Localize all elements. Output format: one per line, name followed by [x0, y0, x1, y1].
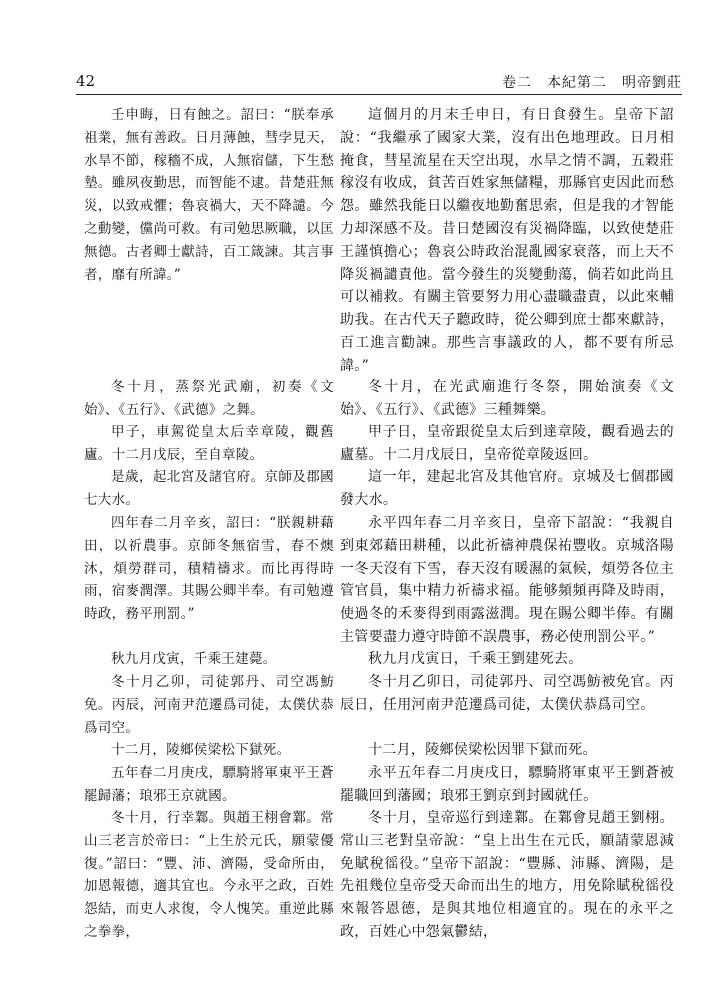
- original-paragraph-liang-song: 十二月，陵鄉侯梁松下獄死。: [111, 742, 291, 758]
- original-paragraph-ye-visit: 冬十月，行幸鄴。與趙王栩會鄴。常山三老言於帝曰：“上生於元氏，願蒙優復。”詔曰：“豐、沛、濟陽，受命所由，加恩報德，適其宜也。今永平之政，百姓怨結，而吏人求復，令人愧笑。重逆此縣之拳拳，: [84, 810, 334, 940]
- original-paragraph-officials-dismissed: 冬十月乙卯，司徒郭丹、司空馮魴免。丙辰，河南尹范遷爲司徒，太僕伏恭爲司空。: [84, 674, 334, 736]
- translation-paragraph-year4-edict: 永平四年春二月辛亥日，皇帝下詔說：“我親自到東郊藉田耕種，以此祈禱神農保祐豐收。京城洛陽一冬天沒有下雪，春天沒有暖濕的氣候，煩勞各位主管官員，集中精力祈禱求福。能够頻頻再降及時雨，使過冬的禾麥得到雨露滋潤。現在賜公卿半俸。有關主管要盡力遵守時節不誤農事，務必使刑罰公平。”: [340, 515, 674, 645]
- original-paragraph-qiansheng-king: 秋九月戊寅，千乘王建薨。: [111, 651, 277, 667]
- original-paragraph-zhangling-visit: 甲子，車駕從皇太后幸章陵，觀舊廬。十二月戊辰，至自章陵。: [84, 424, 334, 463]
- translation-paragraph-north-palace: 這一年，建起北宮及其他官府。京城及七個郡國發大水。: [340, 469, 674, 508]
- running-header: [76, 72, 682, 94]
- translation-paragraph-qiansheng-king: 秋九月戊寅日，千乘王劉建死去。: [368, 651, 583, 667]
- page-number: 42: [76, 72, 96, 90]
- translation-paragraph-winter-sacrifice: 冬十月，在光武廟進行冬祭，開始演奏《文始》、《五行》、《武德》三種舞樂。: [340, 379, 674, 418]
- original-paragraph-year5: 五年春二月庚戌，驃騎將軍東平王蒼罷歸藩；琅邪王京就國。: [84, 765, 334, 804]
- translation-paragraph-officials-dismissed: 冬十月乙卯日，司徒郭丹、司空馮魴被免官。丙辰日，任用河南尹范遷爲司徒，太僕伏恭爲司空。: [340, 674, 674, 713]
- running-title: 卷二 本紀第二 明帝劉莊: [502, 75, 682, 91]
- original-paragraph-year4-edict: 四年春二月辛亥，詔曰：“朕親耕藉田，以祈農事。京師冬無宿雪，春不燠沐，煩勞群司，積精禱求。而比再得時雨，宿麥潤澤。其賜公卿半奉。有司勉遵時政，務平刑罰。”: [84, 515, 334, 623]
- original-paragraph-north-palace: 是歲，起北宮及諸官府。京師及郡國七大水。: [84, 469, 334, 508]
- header-rule: [76, 94, 682, 95]
- translation-paragraph-year5: 永平五年春二月庚戌日，驃騎將軍東平王劉蒼被罷職回到藩國；琅邪王劉京到封國就任。: [340, 765, 674, 804]
- original-paragraph-eclipse-edict: 壬申晦，日有蝕之。詔曰：“朕奉承祖業，無有善政。日月薄蝕，彗孛見天，水旱不節，稼穡不成，人無宿儲，下生愁墊。雖夙夜勤思，而智能不逮。昔楚莊無災，以致戒懼；魯哀禍大，天不降譴。今之動變，儻尚可救。有司勉思厥職，以匡無德。古者卿士獻詩，百工箴諫。其言事者，靡有所諱。”: [84, 107, 334, 283]
- translation-paragraph-zhangling-visit: 甲子日，皇帝跟從皇太后到達章陵，觀看過去的廬墓。十二月戊辰日，皇帝從章陵返回。: [340, 424, 674, 463]
- translation-paragraph-ye-visit: 冬十月，皇帝巡行到達鄴。在鄴會見趙王劉栩。常山三老對皇帝說：“皇上出生在元氏，願請蒙恩減免賦稅徭役。”皇帝下詔說：“豐縣、沛縣、濟陽，是先祖幾位皇帝受天命而出生的地方，用免除賦稅徭役來報答恩德，是與其地位相適宜的。現在的永平之政，百姓心中怨氣鬱結，: [340, 810, 674, 940]
- translation-paragraph-liang-song: 十二月，陵鄉侯梁松因罪下獄而死。: [368, 742, 597, 758]
- original-paragraph-winter-sacrifice: 冬十月，蒸祭光武廟，初奏《文始》、《五行》、《武德》之舞。: [84, 379, 334, 418]
- translation-paragraph-eclipse-edict: 這個月的月末壬申日，有日食發生。皇帝下詔說：“我繼承了國家大業，沒有出色地理政。日月相掩食，彗星流星在天空出現，水旱之情不調，五穀莊稼沒有收成，貧苦百姓家無儲糧，那縣官吏因此而愁怨。雖然我能日以繼夜地勤奮思索，但是我的才智能力却深感不及。昔日楚國沒有災禍降臨，以致使楚莊王謹慎擔心；魯哀公時政治混亂國家衰落，而上天不降災禍譴責他。當今發生的災變動蕩，倘若如此尚且可以補救。有關主管要努力用心盡職盡責，以此來輔助我。在古代天子聽政時，從公卿到庶士都來獻詩，百工進言勸諫。那些言事議政的人，都不要有所忌諱。”: [340, 107, 674, 374]
